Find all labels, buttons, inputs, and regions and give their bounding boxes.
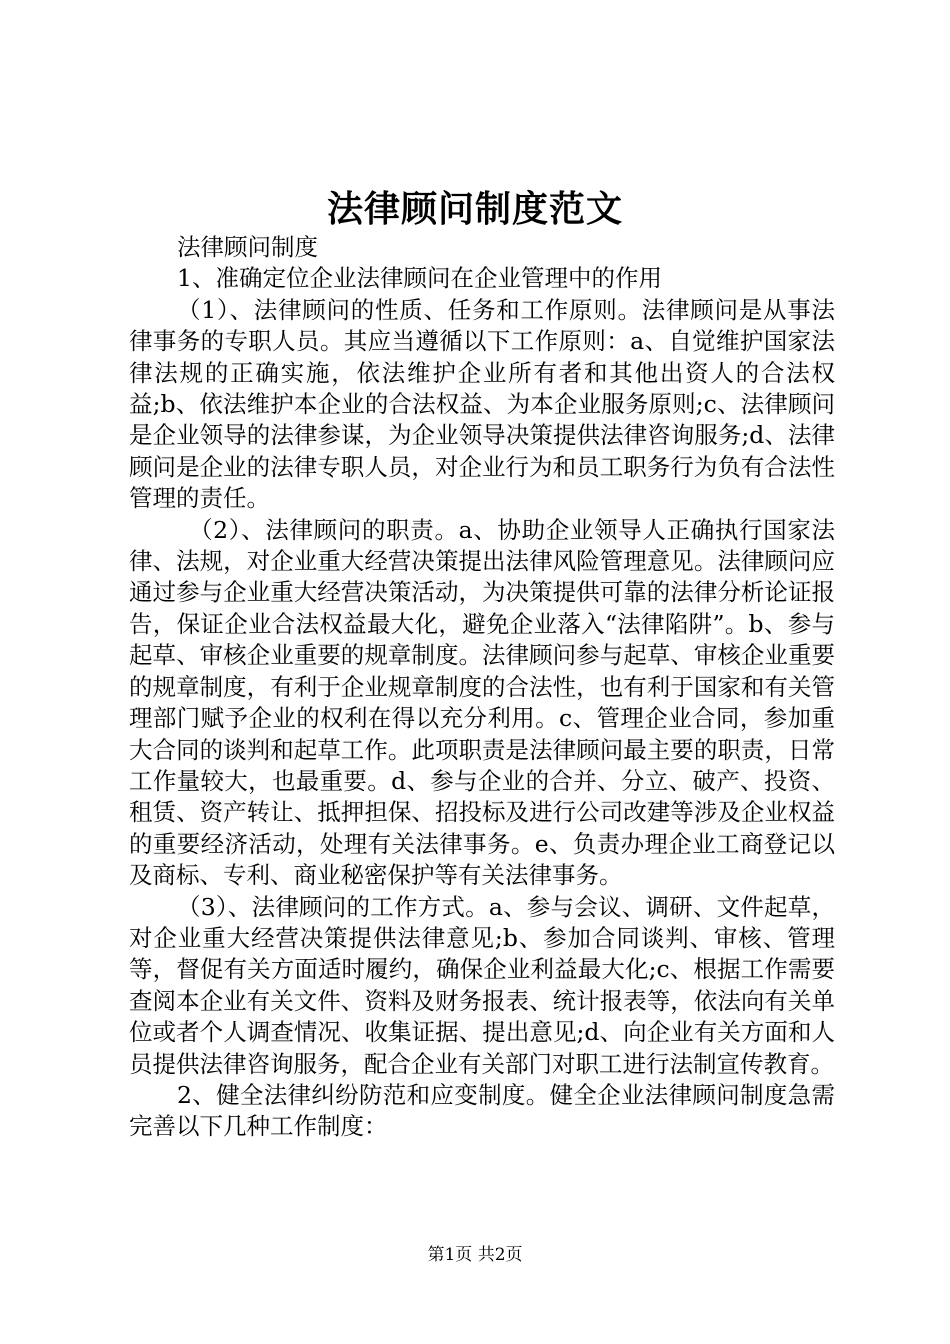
paragraph-heading: 法律顾问制度 [177, 233, 318, 261]
page-footer: 第1页 共2页 [427, 1245, 523, 1265]
paragraph-item-1: （1）、法律顾问的性质、任务和工作原则。法律顾问是从事法律事务的专职人员。其应当遵循以下工作原则：a、自觉维护国家法律法规的正确实施，依法维护企业所有者和其他出资人的合法权益;b、依法维护本企业的合法权益、为本企业服务原则;c、法律顾问是企业领导的法律参谋，为企业领导决策提供法律咨询服务;d、法律顾问是企业的法律专职人员，对企业行为和员工职务行为负有合法性管理的责任。 [129, 295, 835, 513]
document-body [129, 232, 835, 1143]
document-title: 法律顾问制度范文 [326, 188, 623, 230]
paragraph-section-1: 1、准确定位企业法律顾问在企业管理中的作用 [177, 264, 662, 293]
paragraph-item-2: （2）、法律顾问的职责。a、协助企业领导人正确执行国家法律、法规，对企业重大经营决策提出法律风险管理意见。法律顾问应通过参与企业重大经营决策活动，为决策提供可靠的法律分析论证报告，保证企业合法权益最大化，避免企业落入“法律陷阱”。b、参与起草、审核企业重要的规章制度。法律顾问参与起草、审核企业重要的规章制度，有利于企业规章制度的合法性，也有利于国家和有关管理部门赋予企业的权利在得以充分利用。c、管理企业合同，参加重大合同的谈判和起草工作。此项职责是法律顾问最主要的职责，日常工作量较大，也最重要。d、参与企业的合并、分立、破产、投资、租赁、资产转让、抵押担保、招投标及进行公司改建等涉及企业权益的重要经济活动，处理有关法律事务。e、负责办理企业工商登记以及商标、专利、商业秘密保护等有关法律事务。 [129, 515, 835, 890]
paragraph-section-2: 2、健全法律纠纷防范和应变制度。健全企业法律顾问制度急需完善以下几种工作制度： [129, 1080, 835, 1141]
paragraph-item-3: （3）、法律顾问的工作方式。a、参与会议、调研、文件起草，对企业重大经营决策提供法律意见;b、参加合同谈判、审核、管理等，督促有关方面适时履约，确保企业利益最大化;c、根据工作需要查阅本企业有关文件、资料及财务报表、统计报表等，依法向有关单位或者个人调查情况、收集证据、提出意见;d、向企业有关方面和人员提供法律咨询服务，配合企业有关部门对职工进行法制宣传教育。 [129, 892, 835, 1078]
